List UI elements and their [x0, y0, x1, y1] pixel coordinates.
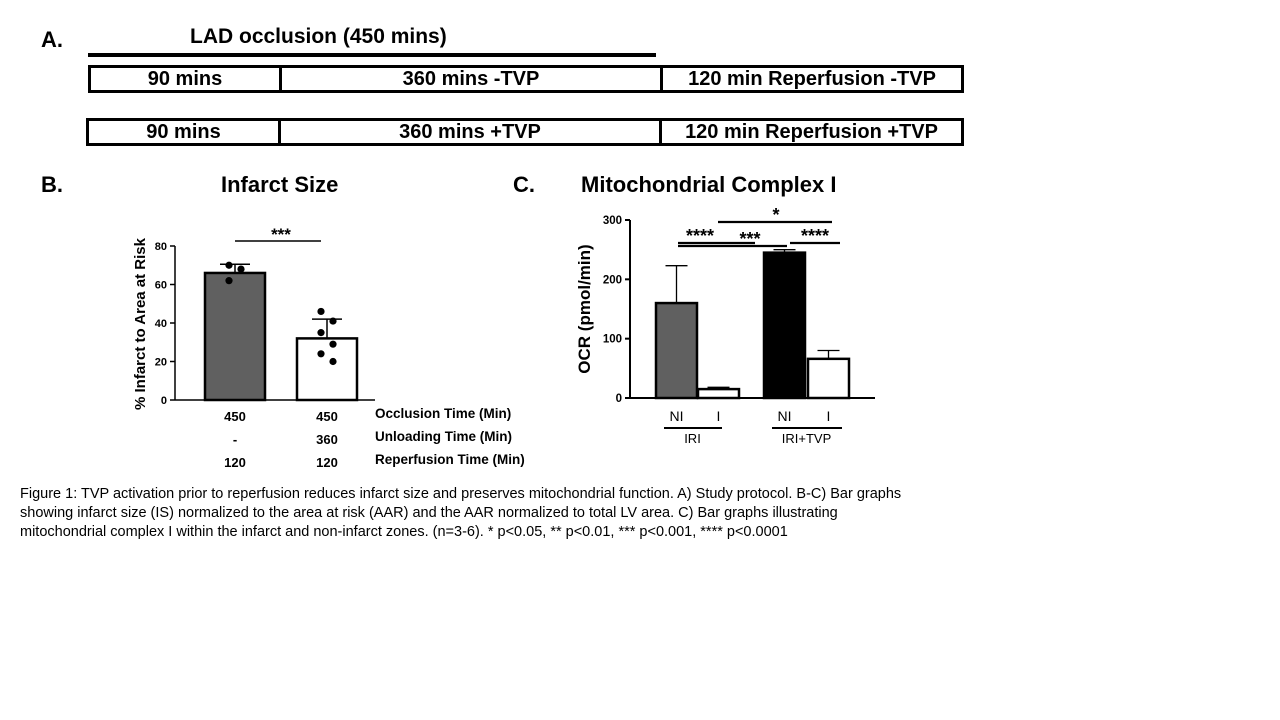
significance-label: *: [772, 205, 780, 225]
caption-line: mitochondrial complex I within the infarct and non-infarct zones. (n=3-6). * p<0.05, ** p<0.01, *** p<0.001, **** p<0.0001: [20, 524, 788, 540]
figure-caption: [20, 485, 1010, 542]
row-label: Unloading Time (Min): [375, 429, 512, 444]
protocol-seg-360: 360 mins -TVP: [279, 68, 660, 90]
significance-label: ****: [800, 226, 830, 246]
y-tick-label: 0: [615, 393, 622, 405]
category-label: I: [716, 408, 721, 424]
row-label: Reperfusion Time (Min): [375, 452, 525, 467]
y-tick-label: 60: [154, 279, 167, 292]
caption-line: showing infarct size (IS) normalized to the area at risk (AAR) and the AAR normalized to total LV area. C) Bar graphs illustrating: [20, 505, 838, 521]
category-label: I: [826, 408, 831, 424]
significance-label: ***: [739, 229, 761, 249]
panel-b-title: Infarct Size: [221, 172, 339, 197]
panel-c-title: Mitochondrial Complex I: [581, 172, 837, 197]
y-tick-label: 20: [154, 356, 167, 369]
category-label: -: [232, 432, 238, 447]
y-tick-label: 200: [602, 274, 622, 287]
y-axis-label: % Infarct to Area at Risk: [132, 238, 149, 410]
y-tick-label: 100: [602, 333, 622, 346]
y-tick-label: 0: [160, 395, 167, 407]
protocol-seg-reperfusion: 120 min Reperfusion -TVP: [660, 68, 961, 90]
bar: [808, 359, 849, 398]
protocol-seg-90: 90 mins: [147, 67, 223, 90]
group-label: IRI: [684, 431, 701, 446]
bar: [764, 253, 805, 398]
data-point: [317, 308, 324, 315]
protocol-seg-90: 90 mins: [146, 120, 221, 143]
bar: [205, 273, 265, 400]
data-point: [317, 350, 324, 357]
data-point: [329, 358, 336, 365]
category-label: 450: [316, 409, 338, 424]
significance-label: ***: [271, 225, 291, 244]
data-point: [237, 266, 244, 273]
y-tick-label: 80: [154, 241, 167, 253]
y-tick-label: 40: [154, 318, 167, 330]
category-label: 450: [224, 409, 246, 424]
panel-a-letter: A.: [41, 27, 63, 52]
protocol-seg-360: 360 mins +TVP: [278, 121, 659, 143]
category-label: NI: [669, 408, 684, 424]
data-point: [317, 329, 324, 336]
bar: [656, 303, 697, 398]
group-label: IRI+TVP: [781, 431, 832, 446]
significance-label: ****: [685, 226, 715, 246]
row-label: Occlusion Time (Min): [375, 406, 512, 421]
data-point: [225, 262, 232, 269]
panel-b-letter: B.: [41, 172, 63, 197]
y-tick-label: 300: [602, 215, 622, 227]
category-label: 120: [224, 455, 246, 470]
bar: [698, 389, 739, 398]
data-point: [329, 317, 336, 324]
lad-occlusion-label: LAD occlusion (450 mins): [190, 25, 447, 48]
panel-c-letter: C.: [513, 172, 535, 197]
category-label: 120: [316, 455, 338, 470]
data-point: [329, 341, 336, 348]
category-label: 360: [316, 432, 338, 447]
y-axis-label: OCR (pmol/min): [575, 244, 594, 374]
caption-line: Figure 1: TVP activation prior to reperfusion reduces infarct size and preserves mitochondrial function. A) Study protocol. B-C) Bar graphs: [20, 486, 902, 502]
bar: [297, 338, 357, 400]
data-point: [225, 277, 232, 284]
category-label: NI: [777, 408, 792, 424]
protocol-seg-reperfusion: 120 min Reperfusion +TVP: [659, 121, 961, 143]
